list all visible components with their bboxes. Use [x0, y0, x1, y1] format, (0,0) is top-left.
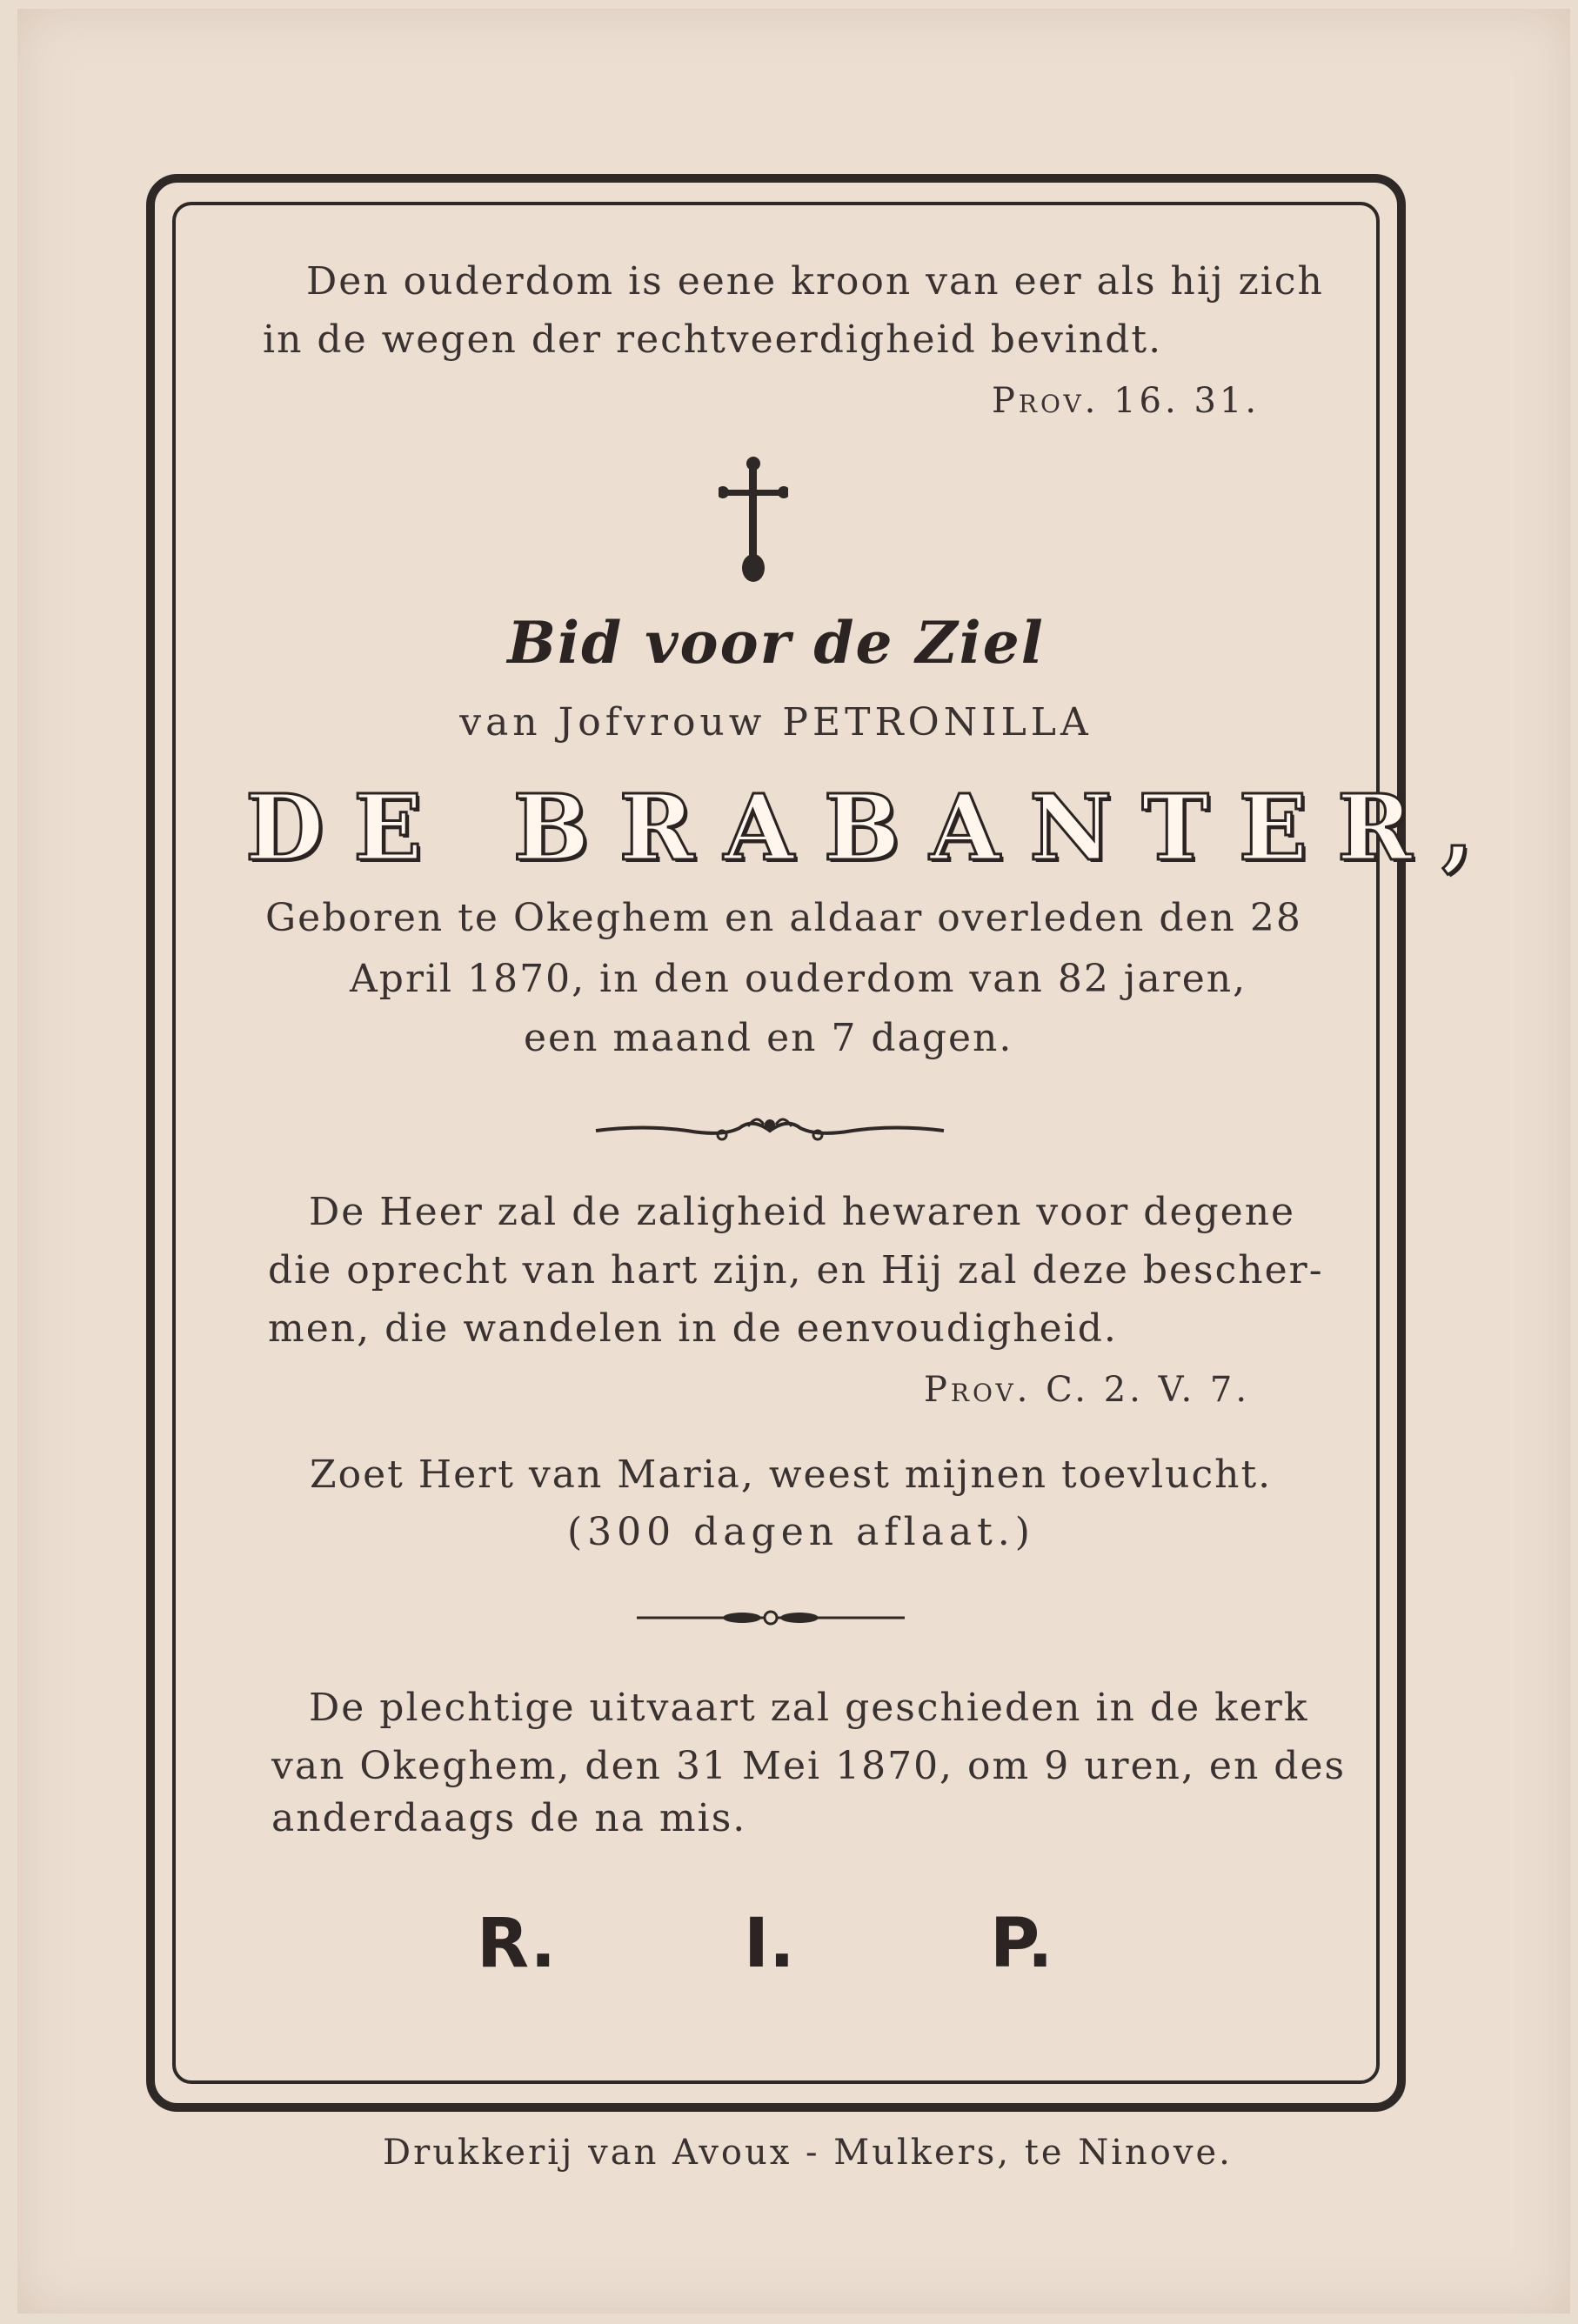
- verse2-line3: men, die wandelen in de eenvoudigheid.: [268, 1306, 1118, 1351]
- details-line2: April 1870, in den ouderdom van 82 jaren,: [350, 957, 1247, 1001]
- details-line1: Geboren te Okeghem en aldaar overleden den 28: [265, 896, 1302, 940]
- subtitle: van Jofvrouw PETRONILLA: [459, 700, 1093, 745]
- title: Bid voor de Ziel: [507, 609, 1045, 677]
- prayer-line2: (300 dagen aflaat.): [567, 1510, 1035, 1554]
- prayer-line1: Zoet Hert van Maria, weest mijnen toevlucht.: [310, 1452, 1273, 1497]
- verse2-line2: die oprecht van hart zijn, en Hij zal deze bescher-: [268, 1248, 1324, 1292]
- verse1-reference: Prov. 16. 31.: [992, 381, 1260, 421]
- rip-r: R.: [477, 1905, 557, 1983]
- deceased-name: DE BRABANTER,: [245, 774, 1503, 881]
- rip-i: I.: [744, 1905, 795, 1983]
- funeral-line1: De plechtige uitvaart zal geschieden in de kerk: [309, 1686, 1309, 1730]
- funeral-line2: van Okeghem, den 31 Mei 1870, om 9 uren, en des: [271, 1744, 1347, 1788]
- details-line3: een maand en 7 dagen.: [524, 1016, 1013, 1060]
- ornament-line-icon: [633, 1605, 908, 1631]
- verse2-reference: Prov. C. 2. V. 7.: [924, 1370, 1251, 1410]
- funeral-line3: anderdaags de na mis.: [271, 1796, 747, 1840]
- verse1-line1: Den ouderdom is eene kroon van eer als hij zich: [306, 259, 1324, 304]
- printer-credit: Drukkerij van Avoux - Mulkers, te Ninove.: [383, 2133, 1233, 2173]
- ornament-divider-icon: [592, 1109, 948, 1152]
- rip-p: P.: [990, 1905, 1053, 1983]
- verse2-line1: De Heer zal de zaligheid hewaren voor degene: [309, 1190, 1296, 1234]
- verse1-line2: in de wegen der rechtveerdigheid bevindt.: [263, 317, 1163, 362]
- cross-icon: [719, 457, 788, 583]
